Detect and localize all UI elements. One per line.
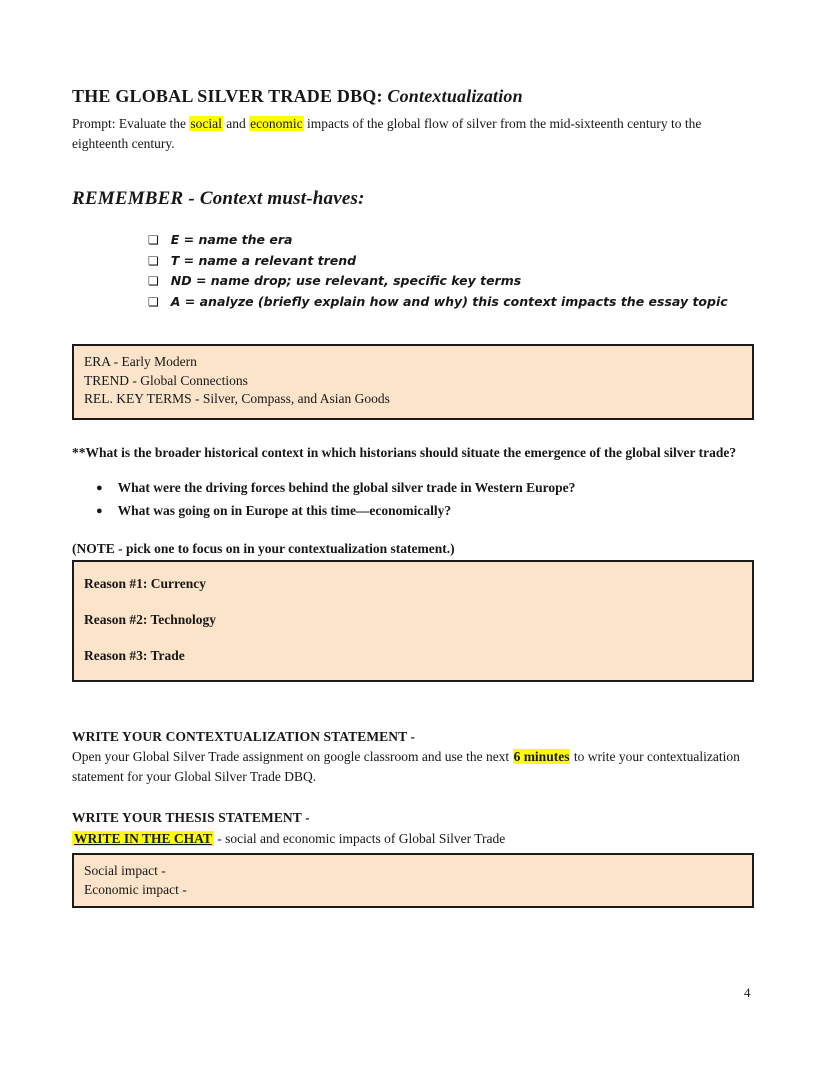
- guiding-question-label: What was going on in Europe at this time—economically?: [117, 503, 452, 518]
- era-line: ERA - Early Modern: [84, 354, 197, 369]
- guiding-question-driving-forces: [96, 477, 754, 501]
- contextualization-section: [72, 729, 754, 787]
- prompt-text-mid: and: [222, 116, 250, 131]
- bullet-icon: ●: [96, 481, 103, 494]
- page-title: [72, 86, 754, 107]
- checkbox-icon: ❏: [148, 253, 159, 268]
- guiding-question-label: What were the driving forces behind the global silver trade in Western Europe?: [117, 479, 576, 495]
- economic-impact-line: Economic impact -: [84, 881, 187, 897]
- reason-2-technology: Reason #2: Technology: [84, 611, 217, 627]
- thesis-chat-line: [72, 829, 754, 849]
- thesis-section: [72, 810, 754, 908]
- prompt-highlight-economic: economic: [250, 116, 303, 131]
- era-trend-keyterms-box: [72, 344, 754, 420]
- page-title-main: THE GLOBAL SILVER TRADE DBQ:: [72, 86, 388, 106]
- guiding-question-europe-economy: [96, 500, 754, 524]
- thesis-heading: WRITE YOUR THESIS STATEMENT -: [72, 809, 310, 825]
- checklist-item-label: T = name a relevant trend: [170, 252, 357, 268]
- remember-heading: REMEMBER - Context must-haves:: [72, 188, 365, 209]
- checkbox-icon: ❏: [148, 294, 159, 309]
- checklist-item-era: [148, 230, 754, 251]
- six-minutes-highlight: 6 minutes: [513, 748, 570, 764]
- reason-1-currency: Reason #1: Currency: [84, 575, 206, 591]
- note-line: (NOTE - pick one to focus on in your contextualization statement.): [72, 540, 455, 556]
- checklist-item-name-drop: [148, 271, 754, 292]
- prompt-paragraph: [72, 114, 754, 154]
- thesis-chat-text: - social and economic impacts of Global Silver Trade: [213, 830, 506, 846]
- write-in-chat-highlight: WRITE IN THE CHAT: [74, 830, 212, 846]
- context-must-haves-checklist: [148, 230, 754, 312]
- prompt-highlight-social: social: [190, 116, 222, 131]
- guiding-questions-list: [96, 477, 754, 524]
- checklist-item-analyze: [148, 292, 754, 313]
- checkbox-icon: ❏: [148, 233, 159, 247]
- page-number: 4: [744, 985, 751, 1000]
- bullet-icon: ●: [96, 505, 103, 517]
- prompt-text-pre: Prompt: Evaluate the: [72, 116, 190, 131]
- checkbox-icon: ❏: [148, 274, 159, 288]
- checklist-item-label: ND = name drop; use relevant, specific key terms: [170, 273, 522, 288]
- key-terms-line: REL. KEY TERMS - Silver, Compass, and Asian Goods: [84, 391, 390, 406]
- instructions-text-post: to write your contextualization statement for your Global Silver Trade DBQ.: [72, 748, 740, 784]
- checklist-item-label: A = analyze (briefly explain how and why) this context impacts the essay topic: [170, 293, 728, 309]
- thesis-impacts-box: [72, 853, 754, 908]
- page-title-emphasis: Contextualization: [387, 86, 523, 106]
- instructions-text-pre: Open your Global Silver Trade assignment on google classroom and use the next: [72, 748, 513, 764]
- contextualization-heading: WRITE YOUR CONTEXTUALIZATION STATEMENT -: [72, 728, 416, 744]
- checklist-item-trend: [148, 251, 754, 272]
- reasons-box: [72, 560, 754, 682]
- social-impact-line: Social impact -: [84, 862, 166, 878]
- prompt-text-post: impacts of the global flow of silver from the mid-sixteenth century to the eighteenth century.: [72, 116, 702, 151]
- contextualization-instructions: [72, 747, 754, 787]
- checklist-item-label: E = name the era: [170, 232, 293, 247]
- reason-3-trade: Reason #3: Trade: [84, 647, 185, 663]
- broader-context-question: **What is the broader historical context in which historians should situate the emergence of the global silver trade?: [72, 444, 737, 460]
- trend-line: TREND - Global Connections: [84, 372, 248, 388]
